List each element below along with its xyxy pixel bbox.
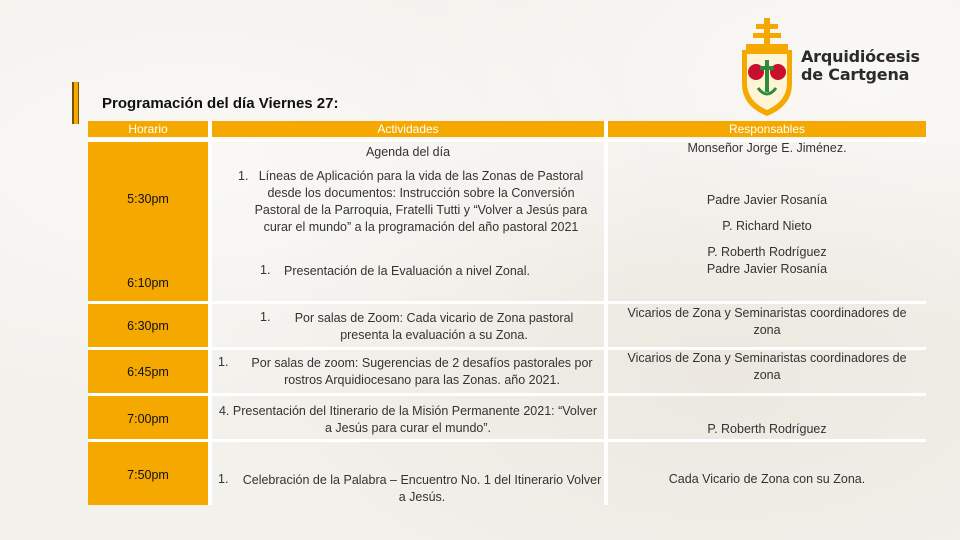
activity-text: Por salas de zoom: Sugerencias de 2 desafíos pastorales por rostros Arquidiocesano para las Zonas. año 2021. — [251, 356, 593, 387]
agenda-label: Agenda del día — [365, 145, 451, 159]
activity-text: Presentación de la Evaluación a nivel Zonal. — [284, 264, 530, 278]
column-separator — [208, 121, 212, 505]
slide-title: Programación del día Viernes 27: — [102, 95, 339, 112]
activity-body: Presentación del Itinerario de la Misión Permanente 2021: “Volver a Jesús para curar el mundo”. — [232, 404, 597, 435]
logo-line-2: de Cartgena — [801, 65, 910, 84]
activity-text: Líneas de Aplicación para la vida de las Zonas de Pastoral desde los documentos: Instrucción sobre la Conversión Pastoral de la Parroquia, Fratelli Tutti y “Volver a Jesús para curar el mundo” a la programación del año pastoral 2021 — [254, 169, 588, 234]
row-separator — [88, 393, 926, 396]
item-number: 1. — [260, 310, 271, 324]
responsible-text: Vicarios de Zona y Seminaristas coordinadores de zona — [627, 351, 907, 382]
column-separator — [604, 121, 608, 505]
item-number: 1. — [260, 263, 271, 277]
responsible-text: Cada Vicario de Zona con su Zona. — [668, 472, 866, 486]
header-actividades: Actividades — [377, 122, 439, 136]
logo-text — [801, 48, 920, 84]
item-number: 4. — [218, 404, 230, 418]
activity-text — [216, 403, 600, 437]
item-number: 1. — [218, 355, 229, 369]
time-slot: 6:30pm — [127, 319, 169, 333]
time-slot: 6:10pm — [127, 276, 169, 290]
time-slot: 7:00pm — [127, 412, 169, 426]
row-separator — [88, 439, 926, 442]
activity-text: Por salas de Zoom: Cada vicario de Zona pastoral presenta la evaluación a su Zona. — [294, 311, 574, 342]
logo — [736, 16, 936, 120]
archdiocese-shield-icon — [736, 16, 798, 120]
responsible-text: Padre Javier Rosanía — [706, 262, 828, 276]
time-slot: 6:45pm — [127, 365, 169, 379]
row-separator — [88, 301, 926, 304]
responsible-text: P. Roberth Rodríguez — [707, 422, 827, 436]
accent-bar — [72, 82, 79, 124]
item-number: 1. — [238, 169, 249, 183]
header-horario: Horario — [128, 122, 168, 136]
time-slot: 5:30pm — [127, 192, 169, 206]
logo-line-1: Arquidiócesis — [801, 47, 920, 66]
responsible-text: Padre Javier Rosanía — [706, 193, 828, 207]
agenda-responsible: Monseñor Jorge E. Jiménez. — [687, 141, 847, 155]
activity-text: Celebración de la Palabra – Encuentro No. 1 del Itinerario Volver a Jesús. — [242, 473, 602, 504]
header-responsables: Responsables — [728, 122, 806, 136]
responsible-text: P. Roberth Rodríguez — [707, 245, 827, 259]
schedule-table — [88, 121, 926, 505]
responsible-text: Vicarios de Zona y Seminaristas coordinadores de zona — [627, 306, 907, 337]
time-slot: 7:50pm — [127, 468, 169, 482]
item-number: 1. — [218, 472, 229, 486]
responsible-text: P. Richard Nieto — [722, 219, 812, 233]
